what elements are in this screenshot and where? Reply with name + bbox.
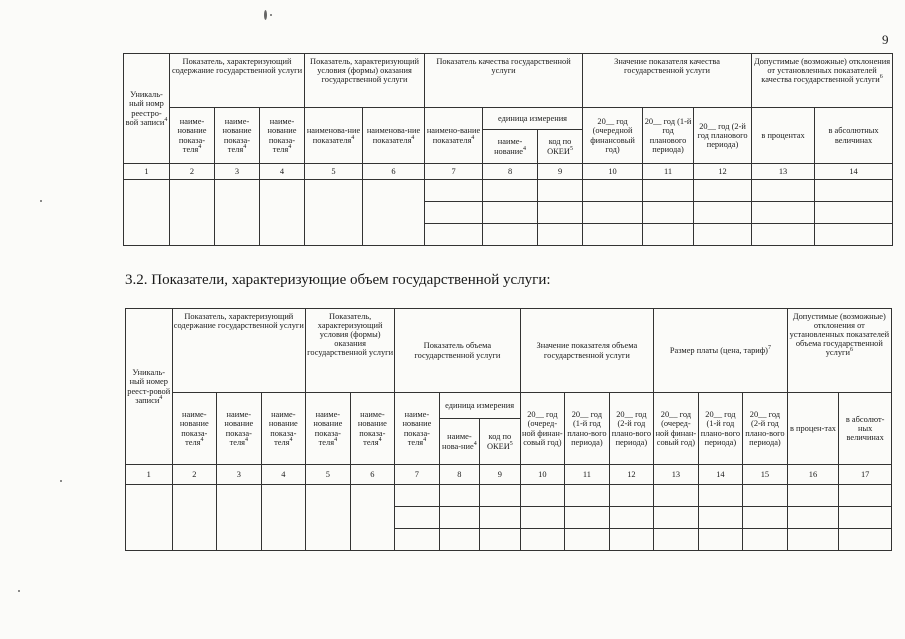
- section-heading: 3.2. Показатели, характеризующие объем государственной услуги:: [125, 272, 551, 288]
- value-col-3: 20__ год (2-й год планового периода): [694, 108, 752, 164]
- fee-group-header: Размер платы (цена, тариф)$^7$: [654, 309, 788, 393]
- page-number: 9: [882, 32, 889, 47]
- content-group-header: Показатель, характеризующий содержание государственной услуги: [172, 309, 306, 393]
- conditions-group-header: Показатель, характеризующий условия (формы) оказания государственной услуги: [306, 309, 395, 393]
- value-col-1: 20__ год (очеред-ной финан-совый год): [520, 393, 565, 465]
- col-number: 1: [126, 465, 173, 485]
- col-number: 6: [363, 164, 425, 180]
- conditions-col-2: наименова-ние показателя$^4$: [363, 108, 425, 164]
- col-number: 2: [170, 164, 215, 180]
- quality-indicators-table: [123, 53, 893, 246]
- col-number: 17: [839, 465, 892, 485]
- scan-mark: [264, 10, 267, 20]
- unique-number-header: Уникаль-ный номр реестро-вой записи$^4$: [124, 54, 170, 164]
- table-row: [126, 485, 892, 507]
- value-col-2: 20__ год (1-й год плано-вого периода): [565, 393, 610, 465]
- col-number: 12: [609, 465, 654, 485]
- col-number: 7: [425, 164, 483, 180]
- deviation-absolute-col: в абсолют-ных величинах: [839, 393, 892, 465]
- col-number: 14: [698, 465, 743, 485]
- col-number: 14: [815, 164, 893, 180]
- deviation-percent-col: в процентах: [752, 108, 815, 164]
- conditions-col-2: наиме-нование показа-теля$^4$: [350, 393, 395, 465]
- col-number: 2: [172, 465, 217, 485]
- table-row: [124, 180, 893, 202]
- col-number: 10: [583, 164, 643, 180]
- deviation-group-header: Допустимые (возможные) отклонения от установленных показателей объема государственной услуги$^6$: [787, 309, 891, 393]
- col-number: 3: [217, 465, 262, 485]
- col-number: 1: [124, 164, 170, 180]
- unit-group-header: единица измерения: [483, 108, 583, 130]
- conditions-col-1: наименова-ние показателя$^4$: [305, 108, 363, 164]
- value-group-header: Значение показателя качества государственной услуги: [583, 54, 752, 108]
- value-group-header: Значение показателя объема государственной услуги: [520, 309, 654, 393]
- col-number: 15: [743, 465, 788, 485]
- volume-name-col: наиме-нование показа-теля$^4$: [395, 393, 440, 465]
- deviation-absolute-col: в абсолютных величинах: [815, 108, 893, 164]
- unit-code-col: код по ОКЕИ$^5$: [538, 130, 583, 164]
- fee-col-3: 20__ год (2-й год плано-вого периода): [743, 393, 788, 465]
- unit-group-header: единица измерения: [439, 393, 520, 419]
- col-number: 9: [480, 465, 520, 485]
- scan-mark: [270, 14, 272, 16]
- col-number: 11: [643, 164, 694, 180]
- col-number: 11: [565, 465, 610, 485]
- scan-mark: [60, 480, 62, 482]
- col-number: 3: [215, 164, 260, 180]
- col-number: 4: [261, 465, 306, 485]
- col-number: 16: [787, 465, 839, 485]
- quality-name-col: наимено-вание показателя$^4$: [425, 108, 483, 164]
- conditions-group-header: Показатель, характеризующий условия (формы) оказания государственной услуги: [305, 54, 425, 108]
- col-number: 8: [439, 465, 479, 485]
- fee-col-2: 20__ год (1-й год плано-вого периода): [698, 393, 743, 465]
- volume-indicators-table: [125, 308, 892, 551]
- unique-number-header: Уникаль-ный номер реест-ровой записи$^4$: [126, 309, 173, 465]
- deviation-group-header: Допустимые (возможные) отклонения от установленных показателей качества государственной услуги$^6$: [752, 54, 893, 108]
- conditions-col-1: наиме-нование показа-теля$^4$: [306, 393, 351, 465]
- column-number-row: [126, 465, 892, 485]
- value-col-2: 20__ год (1-й год планового периода): [643, 108, 694, 164]
- unit-name-col: наиме-нова-ние$^4$: [439, 419, 479, 465]
- col-number: 5: [305, 164, 363, 180]
- unit-code-col: код по ОКЕИ$^5$: [480, 419, 520, 465]
- col-number: 10: [520, 465, 565, 485]
- deviation-percent-col: в процен-тах: [787, 393, 839, 465]
- col-number: 13: [654, 465, 699, 485]
- fee-col-1: 20__ год (очеред-ной финан-совый год): [654, 393, 699, 465]
- content-col-3: наиме-нование показа-теля$^4$: [261, 393, 306, 465]
- quality-group-header: Показатель качества государственной услуги: [425, 54, 583, 108]
- column-number-row: [124, 164, 893, 180]
- unit-name-col: наиме-нование$^4$: [483, 130, 538, 164]
- col-number: 6: [350, 465, 395, 485]
- scan-mark: [40, 200, 42, 202]
- content-group-header: Показатель, характеризующий содержание государственной услуги: [170, 54, 305, 108]
- content-col-2: наиме-нование показа-теля$^4$: [215, 108, 260, 164]
- content-col-3: наиме-нование показа-теля$^4$: [260, 108, 305, 164]
- col-number: 4: [260, 164, 305, 180]
- volume-group-header: Показатель объема государственной услуги: [395, 309, 520, 393]
- col-number: 9: [538, 164, 583, 180]
- col-number: 5: [306, 465, 351, 485]
- content-col-1: наиме-нование показа-теля$^4$: [172, 393, 217, 465]
- content-col-2: наиме-нование показа-теля$^4$: [217, 393, 262, 465]
- col-number: 7: [395, 465, 440, 485]
- value-col-3: 20__ год (2-й год плано-вого периода): [609, 393, 654, 465]
- col-number: 13: [752, 164, 815, 180]
- col-number: 8: [483, 164, 538, 180]
- content-col-1: наиме-нование показа-теля$^4$: [170, 108, 215, 164]
- value-col-1: 20__ год (очередной финансовый год): [583, 108, 643, 164]
- col-number: 12: [694, 164, 752, 180]
- scan-mark: [18, 590, 20, 592]
